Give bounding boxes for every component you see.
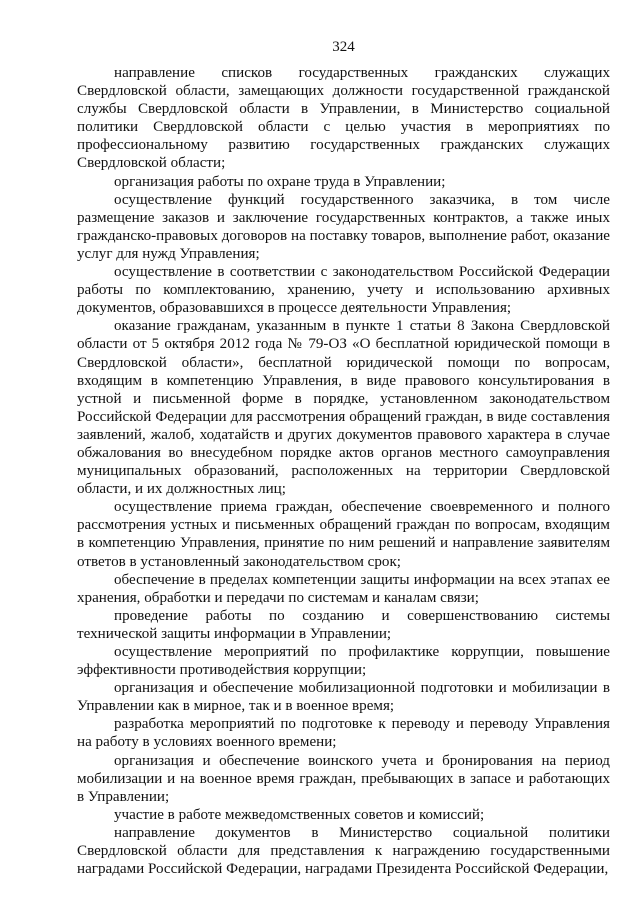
paragraph-state-customer: осуществление функций государственного заказчика, в том числе размещение заказов и заключение государственных контрактов, а также иных гражданско-правовых договоров на поставку товаров, выполнение работ, оказание услуг для нужд Управления; [77, 191, 610, 262]
paragraph-citizen-reception: осуществление приема граждан, обеспечение своевременного и полного рассмотрения устных и письменных обращений граждан по вопросам, входящим в компетенцию Управления, принятие по ним решений и направление заявителям ответов в установленный законодательством срок; [77, 499, 610, 570]
paragraph-mobilization: организация и обеспечение мобилизационной подготовки и мобилизации в Управлении как в мирное, так и в военное время; [77, 680, 610, 715]
paragraph-labor-protection: организация работы по охране труда в Управлении; [114, 173, 446, 190]
paragraph-wartime-transition: разработка мероприятий по подготовке к переводу и переводу Управления на работу в условиях военного времени; [77, 716, 610, 751]
paragraph-technical-protection: проведение работы по созданию и совершенствованию системы технической защиты информации в Управлении; [77, 607, 610, 642]
paragraph-anti-corruption: осуществление мероприятий по профилактике коррупции, повышение эффективности противодействия коррупции; [77, 644, 610, 679]
document-body [77, 64, 610, 878]
paragraph-legal-aid: оказание гражданам, указанным в пункте 1 статьи 8 Закона Свердловской области от 5 октября 2012 года № 79-ОЗ «О бесплатной юридической помощи в Свердловской области», бесплатной юридической помощи по вопросам, входящим в компетенцию Управления, в виде правового консультирования в устной и письменной форме в порядке, установленном законодательством Российской Федерации для рассмотрения обращений граждан, в виде составления заявлений, жалоб, ходатайств и других документов правового характера в случае обжалования во внесудебном порядке актов органов местного самоуправления муниципальных образований, расположенных на территории Свердловской области, и их должностных лиц; [77, 318, 610, 498]
page-number: 324 [332, 39, 355, 55]
paragraph-information-security: обеспечение в пределах компетенции защиты информации на всех этапах ее хранения, обработки и передачи по системам и каналам связи; [77, 571, 610, 606]
paragraph-state-awards: направление документов в Министерство социальной политики Свердловской области для представления к награждению государственными наградами Российской Федерации, наградами Президента Российской Федерации, [77, 824, 610, 878]
paragraph-military-registration: организация и обеспечение воинского учета и бронирования на период мобилизации и на военное время граждан, пребывающих в запасе и работающих в Управлении; [77, 752, 610, 805]
paragraph-archives: осуществление в соответствии с законодательством Российской Федерации работы по комплектованию, хранению, учету и использованию архивных документов, образовавшихся в процессе деятельности Управления; [77, 264, 610, 317]
paragraph-interagency-councils: участие в работе межведомственных советов и комиссий; [114, 806, 485, 823]
paragraph-staff-lists: направление списков государственных гражданских служащих Свердловской области, замещающих должности государственной гражданской службы Свердловской области в Управлении, в Министерство социальной политики Свердловской области с целью участия в мероприятиях по профессиональному развитию государственных гражданских служащих Свердловской области; [77, 65, 610, 172]
